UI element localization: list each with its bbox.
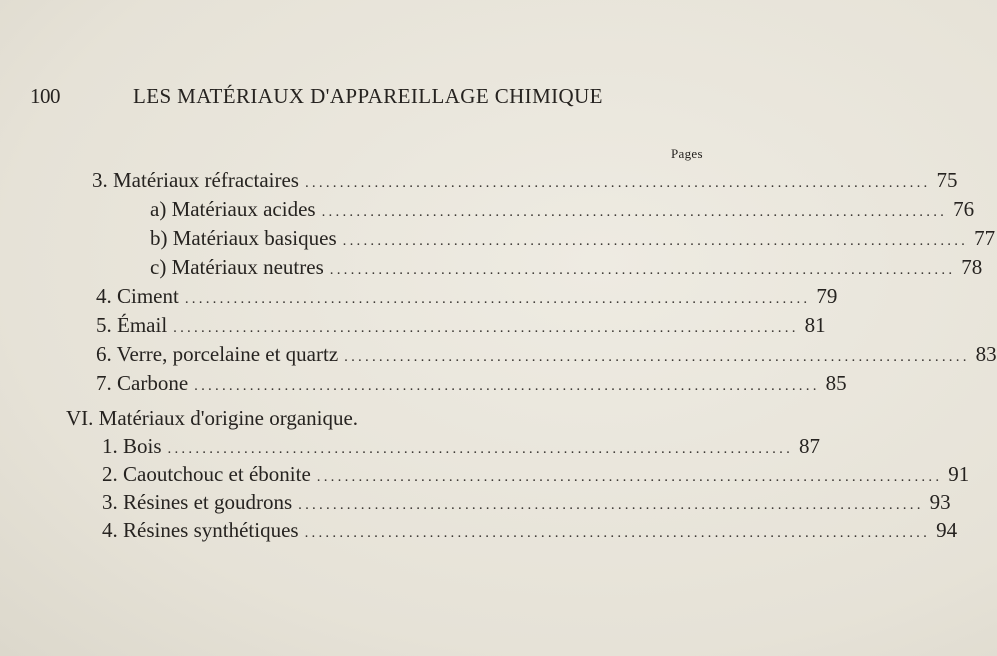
toc-entry-page: 81 xyxy=(804,313,826,337)
toc-entry xyxy=(96,369,847,400)
dot-leader: .......................................................................................... xyxy=(342,233,969,249)
toc-entry-page: 78 xyxy=(961,255,983,279)
toc-entry-label: 2. Caoutchouc et ébonite xyxy=(102,462,311,486)
page-number: 100 xyxy=(30,84,60,108)
dot-leader: .......................................................................................... xyxy=(304,175,931,191)
toc-entry-page: 93 xyxy=(929,490,951,514)
toc-entry-page: 83 xyxy=(975,342,997,366)
toc-entry-label: a) Matériaux acides xyxy=(150,197,316,221)
pages-column-label: Pages xyxy=(671,146,703,161)
toc-entry xyxy=(150,224,996,255)
toc-entry-label: 7. Carbone xyxy=(96,371,189,395)
toc-entry xyxy=(150,195,975,226)
dot-leader: .......................................................................................... xyxy=(298,497,924,513)
toc-entry xyxy=(150,253,983,284)
toc-entry-label: 4. Ciment xyxy=(96,284,179,308)
section-heading: VI. Matériaux d'origine organique. xyxy=(66,406,359,430)
toc-entry xyxy=(96,340,997,371)
toc-entry-page: 87 xyxy=(799,434,821,458)
toc-entry xyxy=(96,311,826,342)
toc-entry-page: 91 xyxy=(948,462,970,486)
dot-leader: .......................................................................................... xyxy=(321,204,948,220)
toc-entry xyxy=(102,516,958,547)
dot-leader: .......................................................................................... xyxy=(173,320,799,336)
dot-leader: .......................................................................................... xyxy=(316,469,943,485)
toc-entry-label: 3. Résines et goudrons xyxy=(102,490,293,514)
dot-leader: .......................................................................................... xyxy=(344,349,970,365)
toc-entry xyxy=(102,432,821,463)
toc-entry xyxy=(102,488,951,519)
toc-entry-page: 94 xyxy=(936,518,958,542)
toc-entry xyxy=(102,460,970,491)
running-head: LES MATÉRIAUX D'APPAREILLAGE CHIMIQUE xyxy=(133,84,603,108)
dot-leader: .......................................................................................... xyxy=(194,378,820,394)
toc-entry-label: 3. Matériaux réfractaires xyxy=(92,168,299,192)
toc-entry xyxy=(96,282,838,313)
dot-leader: .......................................................................................... xyxy=(167,441,794,457)
dot-leader: .......................................................................................... xyxy=(329,262,956,278)
toc-entry-page: 77 xyxy=(974,226,996,250)
dot-leader: .......................................................................................... xyxy=(304,525,931,541)
toc-entry-page: 79 xyxy=(816,284,838,308)
toc-entry-label: 4. Résines synthétiques xyxy=(102,518,299,542)
toc-entry-label: 5. Émail xyxy=(96,313,168,337)
dot-leader: .......................................................................................... xyxy=(184,291,811,307)
toc-entry-label: c) Matériaux neutres xyxy=(150,255,324,279)
toc-entry-page: 75 xyxy=(936,168,958,192)
toc-entry xyxy=(92,166,958,197)
toc-entry-label: 1. Bois xyxy=(102,434,162,458)
toc-entry-label: b) Matériaux basiques xyxy=(150,226,337,250)
toc-entry-page: 85 xyxy=(825,371,847,395)
toc-entry-page: 76 xyxy=(953,197,975,221)
toc-entry-label: 6. Verre, porcelaine et quartz xyxy=(96,342,339,366)
